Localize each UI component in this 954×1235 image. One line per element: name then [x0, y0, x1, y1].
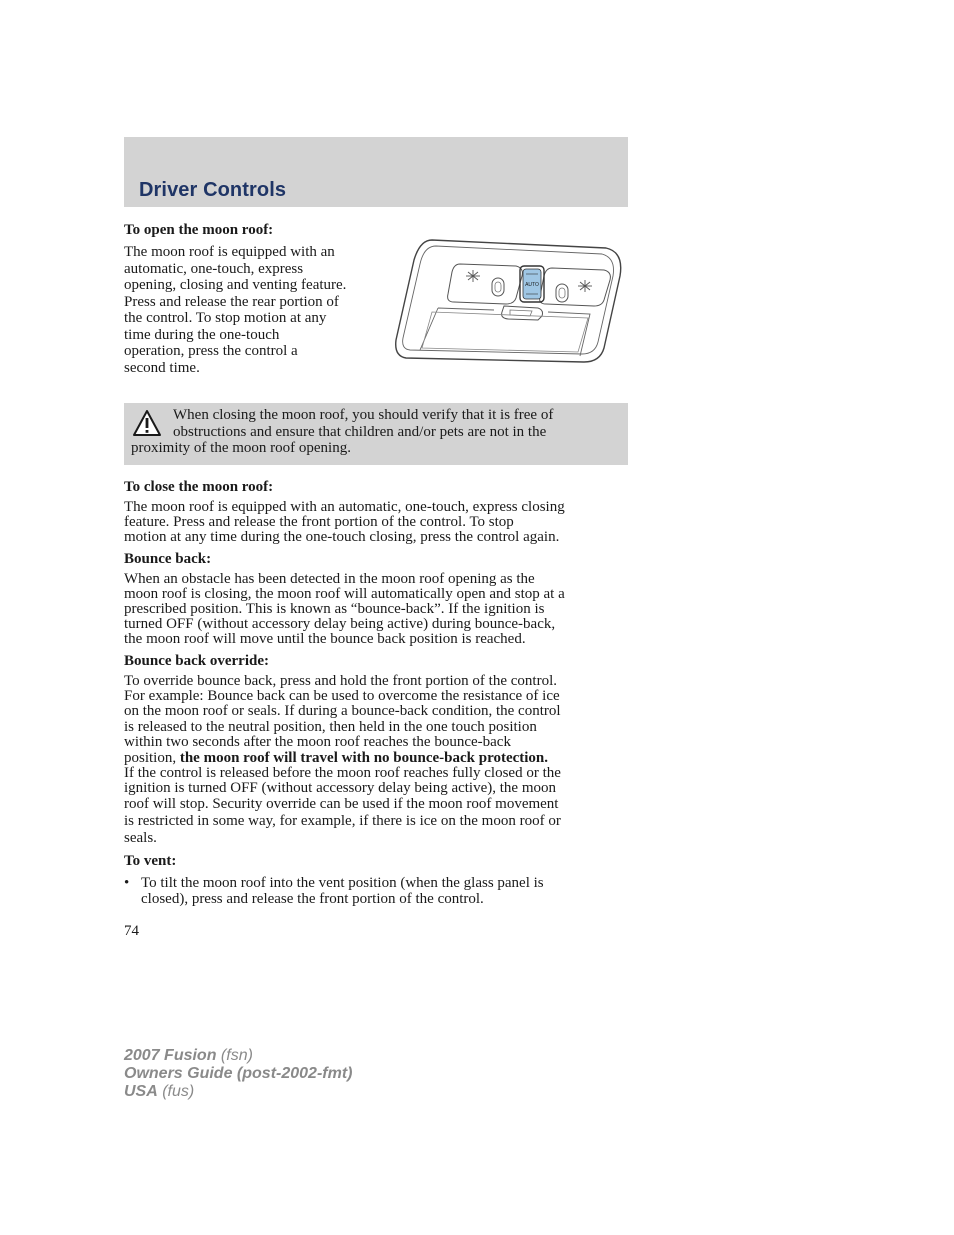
switch-auto-label: AUTO: [525, 282, 539, 288]
text-line: To tilt the moon roof into the vent position (when the glass panel is: [141, 875, 544, 892]
open-heading: To open the moon roof:: [124, 222, 274, 238]
bullet-text: [141, 875, 544, 907]
text-line: closed), press and release the front portion of the control.: [141, 891, 484, 908]
text-line: the moon roof will move until the bounce back position is reached.: [124, 631, 526, 648]
text-line: within two seconds after the moon roof reaches the bounce-back: [124, 734, 511, 751]
text-line: proximity of the moon roof opening.: [131, 440, 351, 456]
text-run: position,: [124, 749, 180, 766]
text-line: is released to the neutral position, then held in the one touch position: [124, 718, 537, 735]
footer-model-code: (fsn): [216, 1047, 253, 1064]
vent-heading: To vent:: [124, 853, 177, 870]
text-line: feature. Press and release the front portion of the control. To stop: [124, 514, 514, 531]
footer-market: USA: [124, 1083, 158, 1100]
footer-line: [124, 1065, 352, 1083]
footer-line: [124, 1083, 352, 1101]
footer-line: [124, 1047, 352, 1065]
text-line: is restricted in some way, for example, if there is ice on the moon roof or: [124, 813, 561, 830]
text-line: When closing the moon roof, you should verify that it is free of: [173, 407, 554, 423]
body-sections: [124, 479, 628, 939]
text-line: [124, 751, 628, 766]
text-line: For example: Bounce back can be used to overcome the resistance of ice: [124, 688, 560, 705]
text-line: operation, press the control a: [124, 343, 298, 359]
warning-box: [124, 403, 628, 465]
text-line: second time.: [124, 359, 200, 376]
text-line: If the control is released before the moon roof reaches fully closed or the: [124, 765, 561, 782]
text-line: When an obstacle has been detected in the moon roof opening as the: [124, 570, 535, 587]
text-line: To override bounce back, press and hold the front portion of the control.: [124, 672, 557, 689]
open-body: [124, 244, 384, 376]
warning-text: [131, 407, 621, 457]
bullet-glyph: •: [124, 875, 130, 892]
text-line: motion at any time during the one-touch closing, press the control again.: [124, 529, 560, 546]
document-footer: [124, 1047, 352, 1101]
text-line: seals.: [124, 829, 157, 846]
override-heading: Bounce back override:: [124, 652, 269, 669]
footer-model: 2007 Fusion: [124, 1047, 217, 1064]
text-line: prescribed position. This is known as “bounce-back”. If the ignition is: [124, 601, 545, 618]
override-body: [124, 674, 628, 846]
text-line: on the moon roof or seals. If during a bounce-back condition, the control: [124, 703, 561, 720]
page-number: 74: [124, 923, 139, 940]
section-header-band: [124, 137, 628, 207]
moon-roof-switch: [520, 266, 544, 302]
text-line: automatic, one-touch, express: [124, 260, 304, 277]
moon-roof-console-illustration: [392, 236, 626, 366]
open-section: [124, 222, 384, 376]
text-line: opening, closing and venting feature.: [124, 277, 347, 293]
close-body: [124, 500, 628, 546]
close-heading: To close the moon roof:: [124, 479, 274, 495]
text-line: moon roof is closing, the moon roof will automatically open and stop at a: [124, 585, 565, 602]
section-title: Driver Controls: [139, 179, 287, 201]
emphasis-text: the moon roof will travel with no bounce-back protection.: [179, 749, 549, 766]
text-line: turned OFF (without accessory delay being active) during bounce-back,: [124, 616, 556, 633]
text-line: The moon roof is equipped with an automatic, one-touch, express closing: [124, 499, 565, 515]
bounce-body: [124, 572, 628, 648]
footer-guide: Owners Guide (post-2002-fmt): [124, 1065, 353, 1082]
footer-market-code: (fus): [157, 1083, 195, 1100]
text-line: The moon roof is equipped with an: [124, 244, 335, 260]
text-line: time during the one-touch: [124, 326, 280, 343]
text-line: roof will stop. Security override can be used if the moon roof movement: [124, 795, 559, 812]
text-line: the control. To stop motion at any: [124, 310, 327, 326]
text-line: obstructions and ensure that children and/or pets are not in the: [173, 423, 547, 440]
bounce-heading: Bounce back:: [124, 550, 212, 567]
vent-bullet-item: [124, 875, 628, 907]
text-line: ignition is turned OFF (without accessory delay being active), the moon: [124, 780, 556, 797]
text-line: Press and release the rear portion of: [124, 293, 339, 310]
